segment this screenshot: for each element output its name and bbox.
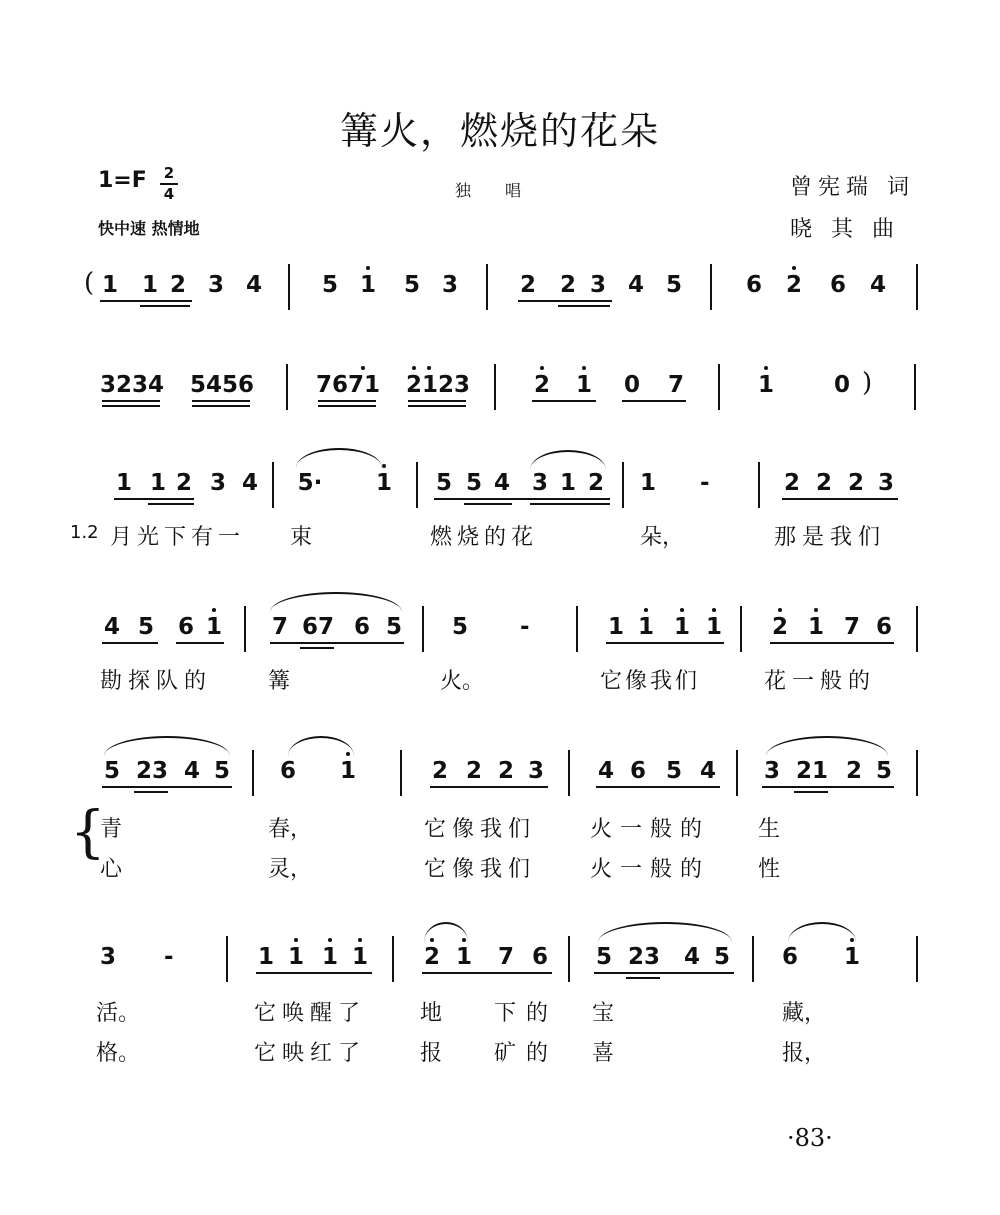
note: 4 [627, 272, 644, 298]
lyric-text: 藏， [782, 1001, 827, 1026]
note: 3 [877, 470, 894, 496]
note: 3 [99, 944, 116, 970]
note: 1 [375, 470, 392, 496]
lyric-text: 活。 [96, 1001, 141, 1026]
note-group: 5456 [190, 372, 255, 398]
note: 1 [257, 944, 274, 970]
composer-credit: 晓 其 曲 [790, 217, 900, 242]
lyric-text: 矿的 [494, 1041, 559, 1066]
note: 3 [589, 272, 606, 298]
note: 4 [683, 944, 700, 970]
note: 6 [279, 758, 296, 784]
note: 2 [587, 470, 604, 496]
note-group: 3234 [100, 372, 165, 398]
note: 3 [531, 470, 548, 496]
note: 1 [705, 614, 722, 640]
verse-number: 1.2 [70, 522, 99, 543]
lyric-text: 生 [758, 817, 781, 842]
note: 5 [403, 272, 420, 298]
note: 2 [431, 758, 448, 784]
note: 7 [843, 614, 860, 640]
song-title: 篝火，燃烧的花朵 [339, 109, 660, 153]
lyric-text: 篝 [268, 669, 291, 694]
lyric-text: 春， [268, 817, 313, 842]
verse-brace: { [70, 800, 106, 865]
staff-row-2 [0, 368, 1000, 422]
note: 4 [869, 272, 886, 298]
lyric-text: 朵， [640, 525, 685, 550]
note: 2 [559, 272, 576, 298]
note: 1 [359, 272, 376, 298]
lyric-text: 它像我们 [424, 857, 537, 882]
note: 1 [575, 372, 592, 398]
lyric-text: 勘探队的 [100, 669, 213, 694]
note: 7 [271, 614, 288, 640]
note: 6 [353, 614, 370, 640]
note: 6 [781, 944, 798, 970]
staff-row-1 [0, 268, 1000, 322]
note: 1 [321, 944, 338, 970]
staff-row-3 [0, 470, 1000, 520]
note: 1 [637, 614, 654, 640]
note: 2 [465, 758, 482, 784]
note: 5 [321, 272, 338, 298]
lyricist-credit: 曾宪瑞 词 [790, 175, 915, 200]
note: 5 [435, 470, 452, 496]
dash: - [164, 944, 174, 970]
note: 5 [595, 944, 612, 970]
note: 6 [629, 758, 646, 784]
note: 21 [795, 758, 828, 784]
note: 2 [783, 470, 800, 496]
lyric-text: 火。 [440, 669, 485, 694]
key-signature: 1=F [98, 168, 147, 193]
note: 5· [297, 470, 323, 496]
lyric-text: 它唤醒了 [254, 1001, 367, 1026]
lyric-text: 心 [100, 857, 123, 882]
staff-row-4 [0, 614, 1000, 664]
lyric-text: 报， [782, 1041, 827, 1066]
open-paren: ( [84, 268, 95, 298]
note: 5 [665, 272, 682, 298]
note: 2 [533, 372, 550, 398]
note: 5 [103, 758, 120, 784]
note: 5 [213, 758, 230, 784]
note: 5 [875, 758, 892, 784]
note-group: 7671 [316, 372, 381, 398]
note: 2 [423, 944, 440, 970]
note: 5 [713, 944, 730, 970]
note-group: 2123 [406, 372, 471, 398]
note: 1 [287, 944, 304, 970]
tempo-marking: 快中速 热情地 [98, 219, 200, 238]
note: 3 [209, 470, 226, 496]
note: 7 [667, 372, 684, 398]
staff-row-6 [0, 944, 1000, 994]
note: 4 [493, 470, 510, 496]
note: 1 [757, 372, 774, 398]
page-number: ·83· [787, 1124, 833, 1152]
lyric-text: 格。 [96, 1041, 141, 1066]
note: 4 [241, 470, 258, 496]
note: 6 [177, 614, 194, 640]
note: 5 [665, 758, 682, 784]
note: 1 [639, 470, 656, 496]
voice-marking: 独唱 [455, 181, 556, 200]
note: 1 [455, 944, 472, 970]
note: 2 [519, 272, 536, 298]
note: 4 [699, 758, 716, 784]
lyric-text: 下的 [494, 1001, 559, 1026]
note: 1 [101, 272, 118, 298]
note: 2 [169, 272, 186, 298]
note: 1 [339, 758, 356, 784]
note: 4 [597, 758, 614, 784]
note: 1 [807, 614, 824, 640]
note: 1 [115, 470, 132, 496]
lyric-text: 性 [758, 857, 781, 882]
dash: - [700, 470, 710, 496]
note: 1 [673, 614, 690, 640]
lyric-text: 它像我们 [600, 669, 701, 694]
lyric-text: 束 [290, 525, 313, 550]
note: 3 [207, 272, 224, 298]
note: 6 [829, 272, 846, 298]
note: 1 [141, 272, 158, 298]
lyric-text: 燃烧的花 [430, 525, 539, 550]
note: 4 [245, 272, 262, 298]
lyric-text: 火一般的 [590, 857, 711, 882]
lyric-text: 地 [420, 1001, 443, 1026]
note: 0 [833, 372, 850, 398]
note: 2 [845, 758, 862, 784]
note: 2 [847, 470, 864, 496]
note: 6 [531, 944, 548, 970]
note: 5 [465, 470, 482, 496]
lyric-text: 报 [420, 1041, 443, 1066]
note: 23 [135, 758, 168, 784]
note: 2 [175, 470, 192, 496]
note: 5 [385, 614, 402, 640]
note: 2 [771, 614, 788, 640]
dash: - [520, 614, 530, 640]
lyric-text: 宝 [592, 1001, 615, 1026]
note: 23 [627, 944, 660, 970]
lyric-text: 灵， [268, 857, 313, 882]
note: 2 [497, 758, 514, 784]
time-signature [160, 165, 178, 203]
lyric-text: 那是我们 [774, 525, 887, 550]
lyric-text: 喜 [592, 1041, 615, 1066]
note: 7 [497, 944, 514, 970]
note: 4 [183, 758, 200, 784]
note: 1 [843, 944, 860, 970]
note: 3 [441, 272, 458, 298]
note: 3 [527, 758, 544, 784]
note: 5 [137, 614, 154, 640]
note: 1 [559, 470, 576, 496]
note: 67 [301, 614, 334, 640]
staff-row-5 [0, 758, 1000, 808]
note: 3 [763, 758, 780, 784]
note: 6 [745, 272, 762, 298]
note: 2 [815, 470, 832, 496]
lyric-text: 它像我们 [424, 817, 537, 842]
meter-bottom: 4 [163, 185, 175, 203]
note: 1 [149, 470, 166, 496]
meter-top: 2 [163, 164, 175, 182]
note: 6 [875, 614, 892, 640]
note: 1 [607, 614, 624, 640]
note: 1 [351, 944, 368, 970]
lyric-text: 月光下有一 [110, 525, 246, 550]
note: 2 [785, 272, 802, 298]
note: 4 [103, 614, 120, 640]
lyric-text: 它映红了 [254, 1041, 367, 1066]
note: 0 [623, 372, 640, 398]
lyric-text: 火一般的 [590, 817, 711, 842]
lyric-text: 青 [100, 817, 123, 842]
note: 1 [205, 614, 222, 640]
lyric-text: 花一般的 [764, 669, 877, 694]
close-paren: ) [862, 368, 873, 398]
note: 5 [451, 614, 468, 640]
